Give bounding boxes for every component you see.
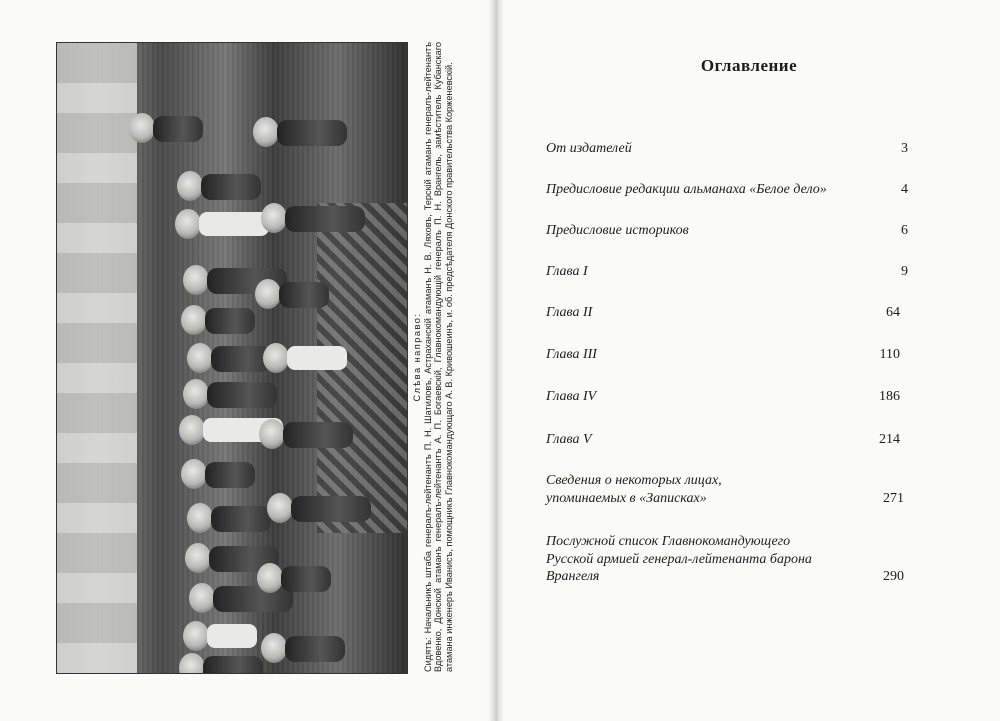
toc-entry (546, 346, 904, 364)
photo-figure-body (207, 624, 257, 648)
book-gutter (488, 0, 504, 721)
photo-figure-body (291, 496, 371, 522)
photo-figure-head (177, 171, 203, 201)
toc-entry-page: 3 (901, 141, 908, 156)
photo-figure-body (203, 656, 263, 674)
toc-entry-page: 64 (886, 305, 900, 320)
photo-figure-body (205, 308, 255, 334)
photo-figure-body (211, 346, 271, 372)
toc-entry (546, 181, 908, 199)
toc-entry-page: 9 (901, 264, 908, 279)
toc-entry (546, 533, 906, 586)
toc-entry-title: Глава IV (546, 389, 597, 404)
toc-entry-title: Предисловие историков (546, 223, 689, 238)
photo-figure-head (179, 415, 205, 445)
toc-entry (546, 304, 904, 322)
photo-figure-head (253, 117, 279, 147)
toc-entry-page: 214 (879, 432, 900, 447)
photo-figure-body (201, 174, 261, 200)
toc-entry-title: Сведения о некоторых лицах, упоминаемых в «Записках» (546, 473, 722, 506)
toc-entry (546, 140, 908, 158)
photo-figure-body (281, 566, 331, 592)
photo-figure-head (267, 493, 293, 523)
toc-entry (546, 431, 904, 449)
toc-entry-page: 271 (883, 490, 904, 506)
photo-figure-body (213, 586, 293, 612)
photo-figure-head (183, 621, 209, 651)
photo-figure-body (287, 346, 347, 370)
photo-figure-head (261, 203, 287, 233)
toc-entry-page: 6 (901, 223, 908, 238)
toc-entry-title: Послужной список Главнокомандующего Русской армией генерал-лейтенанта барона Врангеля (546, 534, 812, 584)
photo-figure-body (285, 206, 365, 232)
toc-entry-page: 110 (879, 347, 900, 362)
toc-entry (546, 388, 904, 406)
toc-entry-page: 4 (901, 182, 908, 197)
photo-background-wall (57, 43, 137, 673)
photo-figure-body (153, 116, 203, 142)
toc-entry-title: Глава III (546, 347, 597, 362)
photo-figure-body (205, 462, 255, 488)
photo-figure-body (283, 422, 353, 448)
photo-figure-body (277, 120, 347, 146)
photo-figure-head (255, 279, 281, 309)
photo-figure-body (285, 636, 345, 662)
photo-figure-head (183, 379, 209, 409)
group-photograph (56, 42, 408, 674)
photo-figure-head (181, 305, 207, 335)
toc-entry-title: Глава V (546, 432, 592, 447)
toc-entry (546, 222, 908, 240)
toc-entry (546, 472, 906, 507)
photo-figure-head (257, 563, 283, 593)
photo-figure-head (179, 653, 205, 674)
toc-entry-title: От издателей (546, 141, 632, 156)
photo-figure-head (185, 543, 211, 573)
toc-entry-page: 186 (879, 389, 900, 404)
toc-title: Оглавление (700, 56, 798, 75)
photo-caption-heading: Слѣва направо: (412, 312, 422, 402)
photo-figure-body (207, 382, 277, 408)
toc-entry (546, 263, 908, 281)
toc-entry-title: Глава II (546, 305, 593, 320)
photo-figure-head (259, 419, 285, 449)
photo-figure-head (261, 633, 287, 663)
photo-figure-body (199, 212, 269, 236)
toc-entry-page: 290 (883, 569, 904, 584)
toc-entry-title: Глава I (546, 264, 588, 279)
photo-figure-head (187, 343, 213, 373)
photo-caption (412, 42, 454, 672)
photo-figure-head (183, 265, 209, 295)
toc-entry-title: Предисловие редакции альманаха «Белое дело» (546, 182, 827, 197)
photo-figure-body (279, 282, 329, 308)
photo-figure-head (129, 113, 155, 143)
photo-figure-body (211, 506, 271, 532)
photo-figure-head (181, 459, 207, 489)
photo-caption-text: Сидятъ: Начальникъ штаба генералъ-лейтенантъ П. Н. Шатиловъ, Астраханскiй атаманъ Н. В. Ляховъ, Терскiй атаманъ генералъ-лейтенантъ Вдовенко, Донской атаманъ генералъ-лейтенантъ А. П. Богаевскiй, Главнокомандующiй генералъ П. Н. Врангель, замѣститель Кубанскаго атамана инженеръ Иванисъ, помощникъ Главнокомандующаго А. В. Кривошеинъ, и. об. предсѣдателя Донского правительства Корженевскiй. (422, 42, 454, 672)
photo-figure-head (263, 343, 289, 373)
photo-figure-head (189, 583, 215, 613)
photo-figure-head (187, 503, 213, 533)
photo-figure-head (175, 209, 201, 239)
